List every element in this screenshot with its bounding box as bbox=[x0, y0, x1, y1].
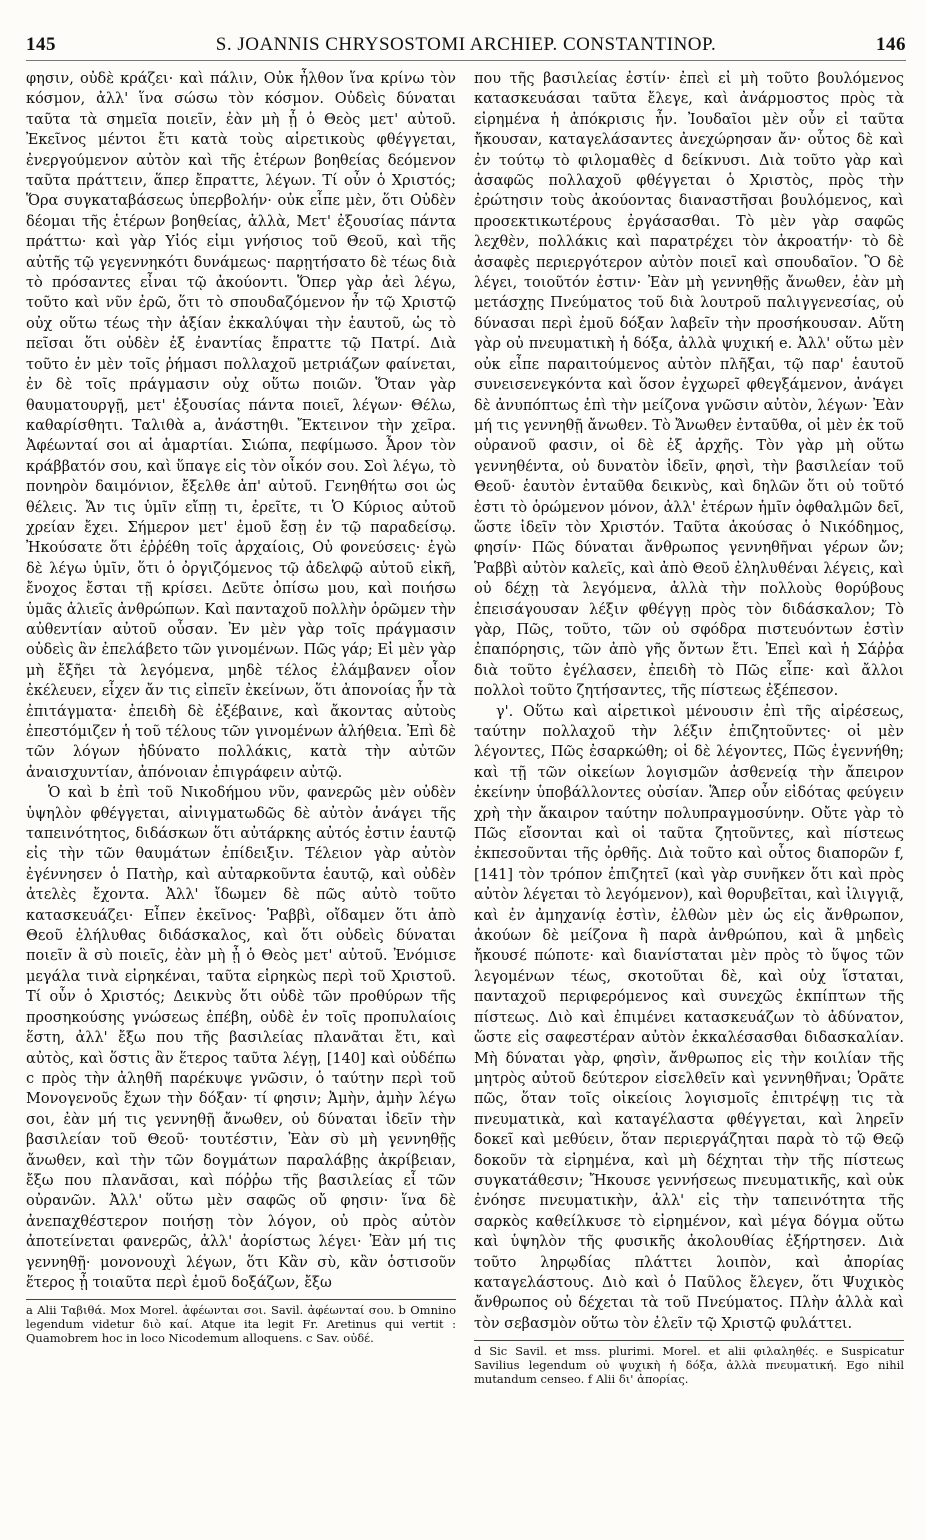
left-paragraph-2: Ὁ καὶ b ἐπὶ τοῦ Νικοδήμου νῦν, φανερῶς μὲν οὐδὲν ὑψηλὸν φθέγγεται, αἰνιγματωδῶς δὲ αὐτὸν ἀνάγει τῆς ταπεινότητος, διδάσκων ὅτι αὐτάρκης αὐτός ἐστιν ἑαυτῷ εἰς τὴν τῶν θαυμάτων ἐπίδειξιν. Τέλειον γὰρ αὐτὸν ἐγέννησεν ὁ Πατὴρ, καὶ αὐταρκοῦντα ἑαυτῷ, καὶ οὐδὲν ἀτελὲς ἔχοντα. Ἀλλ' ἴδωμεν δὲ πῶς αὐτὸ τοῦτο κατασκευάζει· Εἶπεν ἐκεῖνος· Ῥαββὶ, οἴδαμεν ὅτι ἀπὸ Θεοῦ ἐλήλυθας διδάσκαλος, καὶ ὅτι οὐδεὶς δύναται ποιεῖν ἃ σὺ ποιεῖς, ἐὰν μὴ ᾖ ὁ Θεὸς μετ' αὐτοῦ. Ἐνόμισε μεγάλα τινὰ εἰρηκέναι, ταῦτα εἰρηκὼς περὶ τοῦ Χριστοῦ. Τί οὖν ὁ Χριστός; Δεικνὺς ὅτι οὐδὲ τῶν προθύρων τῆς προσηκούσης γνώσεως ἐπέβη, οὐδὲ ἐν τοῖς προπυλαίοις ἕστη, ἀλλ' ἔξω που τῆς βασιλείας πλανᾶται ἔτι, καὶ αὐτὸς, καὶ ὅστις ἂν ἕτερος ταῦτα λέγῃ, [140] καὶ οὐδέπω c πρὸς τὴν ἀληθῆ παρέκυψε γνῶσιν, ὁ ταύτην περὶ τοῦ Μονογενοῦς ἔχων τὴν δόξαν· τί φησιν; Ἀμὴν, ἀμὴν λέγω σοι, ἐὰν μή τις γεννηθῇ ἄνωθεν, οὐ δύναται ἰδεῖν τὴν βασιλείαν τοῦ Θεοῦ· τουτέστιν, Ἐὰν σὺ μὴ γεννηθῇς ἄνωθεν, καὶ τὴν τῶν δογμάτων παραλάβῃς ἀκρίβειαν, ἔξω που πλανᾶσαι, καὶ πόῤῥω τῆς βασιλείας εἶ τῶν οὐρανῶν. Ἀλλ' οὕτω μὲν σαφῶς οὔ φησιν· ἵνα δὲ ἀνεπαχθέστερον ποιήσῃ τὸν λόγον, οὐ πρὸς αὐτὸν ἀποτείνεται φανερῶς, ἀλλ' ἀορίστως λέγει· Ἐὰν μή τις γεννηθῇ· μονονουχὶ λέγων, ὅτι Κἂν σὺ, κἂν ὁστισοῦν ἕτερος ᾖ τοιαῦτα περὶ ἐμοῦ δοξάζων, ἔξω bbox=[26, 785, 456, 1291]
right-column bbox=[474, 69, 904, 1386]
left-footnotes bbox=[26, 1299, 456, 1345]
right-footnote-text: d Sic Savil. et mss. plurimi. Morel. et alii φιλαληθές. e Suspicatur Savilius legendum οὐ ψυχικὴ ἡ δόξα, ἀλλὰ πνευματική. Ego nihil mutandum censeo. f Alii δι' ἀπορίας. bbox=[474, 1344, 904, 1387]
right-page-number: 146 bbox=[876, 34, 906, 55]
text-columns bbox=[26, 69, 906, 1386]
right-paragraph-2: γ'. Οὕτω καὶ αἱρετικοὶ μένουσιν ἐπὶ τῆς αἱρέσεως, ταύτην πολλαχοῦ τὴν λέξιν ἐπιζητοῦντες· οἱ μὲν λέγοντες, Πῶς ἐσαρκώθη; οἱ δὲ λέγοντες, Πῶς ἐγεννήθη; καὶ τῇ τῶν οἰκείων λογισμῶν ἀσθενείᾳ τὴν ἄπειρον ἐκείνην ὑποβάλλοντες οὐσίαν. Ἅπερ οὖν εἰδότας φεύγειν χρὴ τὴν ἄκαιρον ταύτην πολυπραγμοσύνην. Οὔτε γὰρ τὸ Πῶς εἴσονται καὶ οἱ ταῦτα ζητοῦντες, καὶ πίστεως ἐκπεσοῦνται τῆς ὀρθῆς. Διὰ τοῦτο καὶ οὗτος διαπορῶν f, [141] τὸν τρόπον ἐπιζητεῖ (καὶ γὰρ συνῆκεν ὅτι καὶ πρὸς αὐτὸν λέγεται τὸ λεγόμενον), καὶ θορυβεῖται, καὶ ἰλιγγιᾷ, καὶ ἐν ἀμηχανίᾳ ἐστὶν, ἐλθὼν μὲν ὡς εἰς ἄνθρωπον, ἀκούων δὲ μείζονα ἢ παρὰ ἀνθρώπου, καὶ ἃ μηδεὶς ἤκουσέ πώποτε· καὶ διανίσταται μὲν πρὸς τὸ ὕψος τῶν λεγομένων τέως, σκοτοῦται δὲ, καὶ οὐχ ἵσταται, πανταχοῦ περιφερόμενος καὶ συνεχῶς ἐκπίπτων τῆς πίστεως. Διὸ καὶ ἐπιμένει κατασκευάζων τὸ ἀδύνατον, ὥστε εἰς σαφεστέραν αὐτὸν ἐκκαλέσασθαι διδασκαλίαν. Μὴ δύναται γὰρ, φησὶν, ἄνθρωπος εἰς τὴν κοιλίαν τῆς μητρὸς αὐτοῦ δεύτερον εἰσελθεῖν καὶ γεννηθῆναι; Ὁρᾶτε πῶς, ὅταν τοῖς οἰκείοις λογισμοῖς ἐπιτρέψῃ τις τὰ πνευματικὰ, καὶ καταγέλαστα φθέγγεται, καὶ ληρεῖν δοκεῖ καὶ μεθύειν, ὅταν περιεργάζηται παρὰ τὸ τῷ Θεῷ δοκοῦν τὰ εἰρημένα, καὶ μὴ δέχηται τὴν τῆς πίστεως συγκατάθεσιν; Ἤκουσε γεννήσεως πνευματικῆς, καὶ οὐκ ἐνόησε πνευματικὴν, ἀλλ' εἰς τὴν ταπεινότητα τῆς σαρκὸς καθείλκυσε τὸ εἰρημένον, καὶ μέγα δόγμα οὕτω καὶ ὑψηλὸν τῆς φυσικῆς ἀκολουθίας ἐξήρτησεν. Διὰ τοῦτο ληρῳδίας πλάττει λοιπὸν, καὶ ἀπορίας καταγελάστους. Διὸ καὶ ὁ Παῦλος ἔλεγεν, ὅτι Ψυχικὸς ἄνθρωπος οὐ δέχεται τὰ τοῦ Πνεύματος. Πλὴν ἀλλὰ καὶ τὸν σεβασμὸν οὕτω τὸν ἐλεῖν τῷ Χριστῷ φυλάττει. bbox=[474, 703, 904, 1332]
running-header bbox=[26, 34, 906, 61]
left-page-number: 145 bbox=[26, 34, 56, 55]
left-paragraph-1: φησιν, οὐδὲ κράζει· καὶ πάλιν, Οὐκ ἦλθον ἵνα κρίνω τὸν κόσμον, ἀλλ' ἵνα σώσω τὸν κόσμον. Οὐδεὶς δύναται ταῦτα τὰ σημεῖα ποιεῖν, ἐὰν μὴ ᾖ ὁ Θεὸς μετ' αὐτοῦ. Ἐκεῖνος μέντοι ἔτι κατὰ τοὺς αἱρετικοὺς φθέγγεται, ἐνεργούμενον αὐτὸν καὶ τῆς ἑτέρων βοηθείας δεόμενον ταῦτα πράττειν, ἅπερ ἔπραττε, λέγων. Τί οὖν ὁ Χριστός; Ὅρα συγκαταβάσεως ὑπερβολήν· οὐκ εἶπε μὲν, ὅτι Οὐδὲν δέομαι τῆς ἑτέρων βοηθείας, ἀλλὰ, Μετ' ἐξουσίας πάντα πράττω· καὶ γὰρ Υἱός εἰμι γνήσιος τοῦ Θεοῦ, καὶ τῆς αὐτῆς τῷ γεγεννηκότι δυνάμεως· παρῃτήσατο δὲ τέως διὰ τὸ πρόσαντες εἶναι τῷ ἀκούοντι. Ὅπερ γὰρ ἀεὶ λέγω, τοῦτο καὶ νῦν ἐρῶ, ὅτι τὸ σπουδαζόμενον ἦν τῷ Χριστῷ οὐχ οὕτω τέως τὴν ἀξίαν ἐκκαλύψαι τὴν ἑαυτοῦ, ὡς τὸ πεῖσαι ὅτι οὐδὲν ἐξ ἐναντίας ἔπραττε τῷ Πατρί. Διὰ τοῦτο ἐν μὲν τοῖς ῥήμασι πολλαχοῦ μετριάζων φαίνεται, ἐν δὲ τοῖς πράγμασιν οὐχ οὕτω ποιῶν. Ὅταν γὰρ θαυματουργῇ, μετ' ἐξουσίας πάντα ποιεῖ, λέγων· Θέλω, καθαρίσθητι. Ταλιθὰ a, ἀνάστηθι. Ἔκτεινον τὴν χεῖρα. Ἀφέωνταί σοι αἱ ἁμαρτίαι. Σιώπα, πεφίμωσο. Ἆρον τὸν κράββατόν σου, καὶ ὕπαγε εἰς τὸν οἶκόν σου. Σοὶ λέγω, τὸ πονηρὸν δαιμόνιον, ἔξελθε ἀπ' αὐτοῦ. Γενηθήτω σοι ὡς θέλεις. Ἄν τις ὑμῖν εἴπῃ τι, ἐρεῖτε, τι Ὁ Κύριος αὐτοῦ χρείαν ἔχει. Σήμερον μετ' ἐμοῦ ἔσῃ ἐν τῷ παραδείσῳ. Ἠκούσατε ὅτι ἐῤῥέθη τοῖς ἀρχαίοις, Οὐ φονεύσεις· ἐγὼ δὲ λέγω ὑμῖν, ὅτι ὁ ὀργιζόμενος τῷ ἀδελφῷ αὐτοῦ εἰκῆ, ἔνοχος ἔσται τῇ κρίσει. Δεῦτε ὀπίσω μου, καὶ ποιήσω ὑμᾶς ἁλιεῖς ἀνθρώπων. Καὶ πανταχοῦ πολλὴν ὁρῶμεν τὴν αὐθεντίαν αὐτοῦ οὖσαν. Ἐν μὲν γὰρ τοῖς πράγμασιν οὐδεὶς ἂν ἐπελάβετο τῶν γινομένων. Πῶς γάρ; Εἰ μὲν γὰρ μὴ ἔξῆει τὰ λεγόμενα, μηδὲ τέλος ἐλάμβανεν οἷον ἐκέλευεν, εἶχεν ἄν τις εἰπεῖν ἐκείνων, ὅτι ἀπονοίας ἦν τὰ ἐπιτάγματα· ἐπειδὴ δὲ ἐξέβαινε, καὶ ἄκοντας αὐτοὺς ἐπεστόμιζεν ἡ τοῦ τέλους τῶν γινομένων ἀλήθεια. Ἐπὶ δὲ τῶν λόγων ἠδύνατο πολλάκις, κατὰ τὴν αὐτῶν ἀναισχυντίαν, ἀπόνοιαν ἐπιγράφειν αὐτῷ. bbox=[26, 71, 456, 781]
right-paragraph-1: που τῆς βασιλείας ἐστίν· ἐπεὶ εἰ μὴ τοῦτο βουλόμενος κατασκευάσαι ταῦτα ἔλεγε, καὶ ἀνάρμοστος πρὸς τὰ εἰρημένα ἡ ἀπόκρισις ἦν. Ἰουδαῖοι μὲν οὖν εἰ ταῦτα ἤκουσαν, καταγελάσαντες ἀνεχώρησαν ἄν· οὗτος δὲ καὶ ἐν τούτῳ τὸ φιλομαθὲς d δείκνυσι. Διὰ τοῦτο γὰρ καὶ ἀσαφῶς πολλαχοῦ φθέγγεται ὁ Χριστὸς, πρὸς τὴν ἐρώτησιν τοὺς ἀκούοντας διαναστῆσαι βουλόμενος, καὶ προσεκτικωτέρους ἐργάσασθαι. Τὸ μὲν γὰρ σαφῶς λεχθὲν, πολλάκις καὶ παρατρέχει τὸν ἀκροατήν· τὸ δὲ ἀσαφὲς περιεργότερον αὐτὸν ποιεῖ καὶ σπουδαῖον. Ὃ δὲ λέγει, τοιοῦτόν ἐστιν· Ἐὰν μὴ γεννηθῇς ἄνωθεν, ἐὰν μὴ μετάσχῃς Πνεύματος τοῦ διὰ λουτροῦ παλιγγενεσίας, οὐ δύνασαι περὶ ἐμοῦ δόξαν λαβεῖν τὴν προσήκουσαν. Αὕτη γὰρ οὐ πνευματικὴ ἡ δόξα, ἀλλὰ ψυχική e. Ἀλλ' οὕτω μὲν οὐκ εἶπε παραιτούμενος αὐτὸν πλῆξαι, τῷ παρ' ἑαυτοῦ συνεισενεγκόντα καὶ ὅσον ἐγχωρεῖ φθεγξάμενον, ἀνάγει δὲ ἀνυπόπτως ἐπὶ τὴν μείζονα γνῶσιν αὐτὸν, λέγων· Ἐὰν μή τις γεννηθῇ ἄνωθεν. Τὸ Ἄνωθεν ἐνταῦθα, οἱ μὲν ἐκ τοῦ οὐρανοῦ φασιν, οἱ δὲ ἐξ ἀρχῆς. Τὸν γὰρ μὴ οὕτω γεννηθέντα, οὐ δυνατὸν ἰδεῖν, φησὶ, τὴν βασιλείαν τοῦ Θεοῦ· ἑαυτὸν ἐνταῦθα δεικνὺς, καὶ δηλῶν ὅτι οὐ τοῦτό ἐστι τὸ ὁρώμενον μόνον, ἀλλ' ἑτέρων ἡμῖν ὀφθαλμῶν δεῖ, ὥστε ἰδεῖν τὸν Χριστόν. Ταῦτα ἀκούσας ὁ Νικόδημος, φησίν· Πῶς δύναται ἄνθρωπος γεννηθῆναι γέρων ὤν; Ῥαββὶ αὐτὸν καλεῖς, καὶ ἀπὸ Θεοῦ ἐληλυθέναι λέγεις, καὶ οὐ δέχῃ τὰ λεγόμενα, ἀλλὰ τὴν πολλοὺς θορύβους ἐπεισάγουσαν λέξιν φθέγγῃ πρὸς τὸν διδάσκαλον; Τὸ γὰρ, Πῶς, τοῦτο, τῶν οὐ σφόδρα πιστευόντων ἐστὶν ἐπαπόρησις, τῶν ἀπὸ γῆς ὄντων ἔτι. Ἐπεὶ καὶ ἡ Σάῤῥα διὰ τοῦτο ἐγέλασεν, ἐπειδὴ τὸ Πῶς εἶπε· καὶ ἄλλοι πολλοὶ τοῦτο ζητήσαντες, τῆς πίστεως ἐξέπεσον. bbox=[474, 71, 904, 700]
left-column bbox=[26, 69, 456, 1386]
left-footnote-text: a Alii Ταβιθά. Mox Morel. ἀφέωνται σοι. Savil. ἀφέωνταί σου. b Omnino legendum videtur διὸ καί. Atque ita legit Fr. Aretinus qui vertit : Quamobrem hoc in loco Nicodemum alloquens. c Sav. οὐδέ. bbox=[26, 1303, 456, 1346]
running-title: S. JOANNIS CHRYSOSTOMI ARCHIEP. CONSTANTINOP. bbox=[215, 34, 717, 55]
right-footnotes bbox=[474, 1340, 904, 1386]
